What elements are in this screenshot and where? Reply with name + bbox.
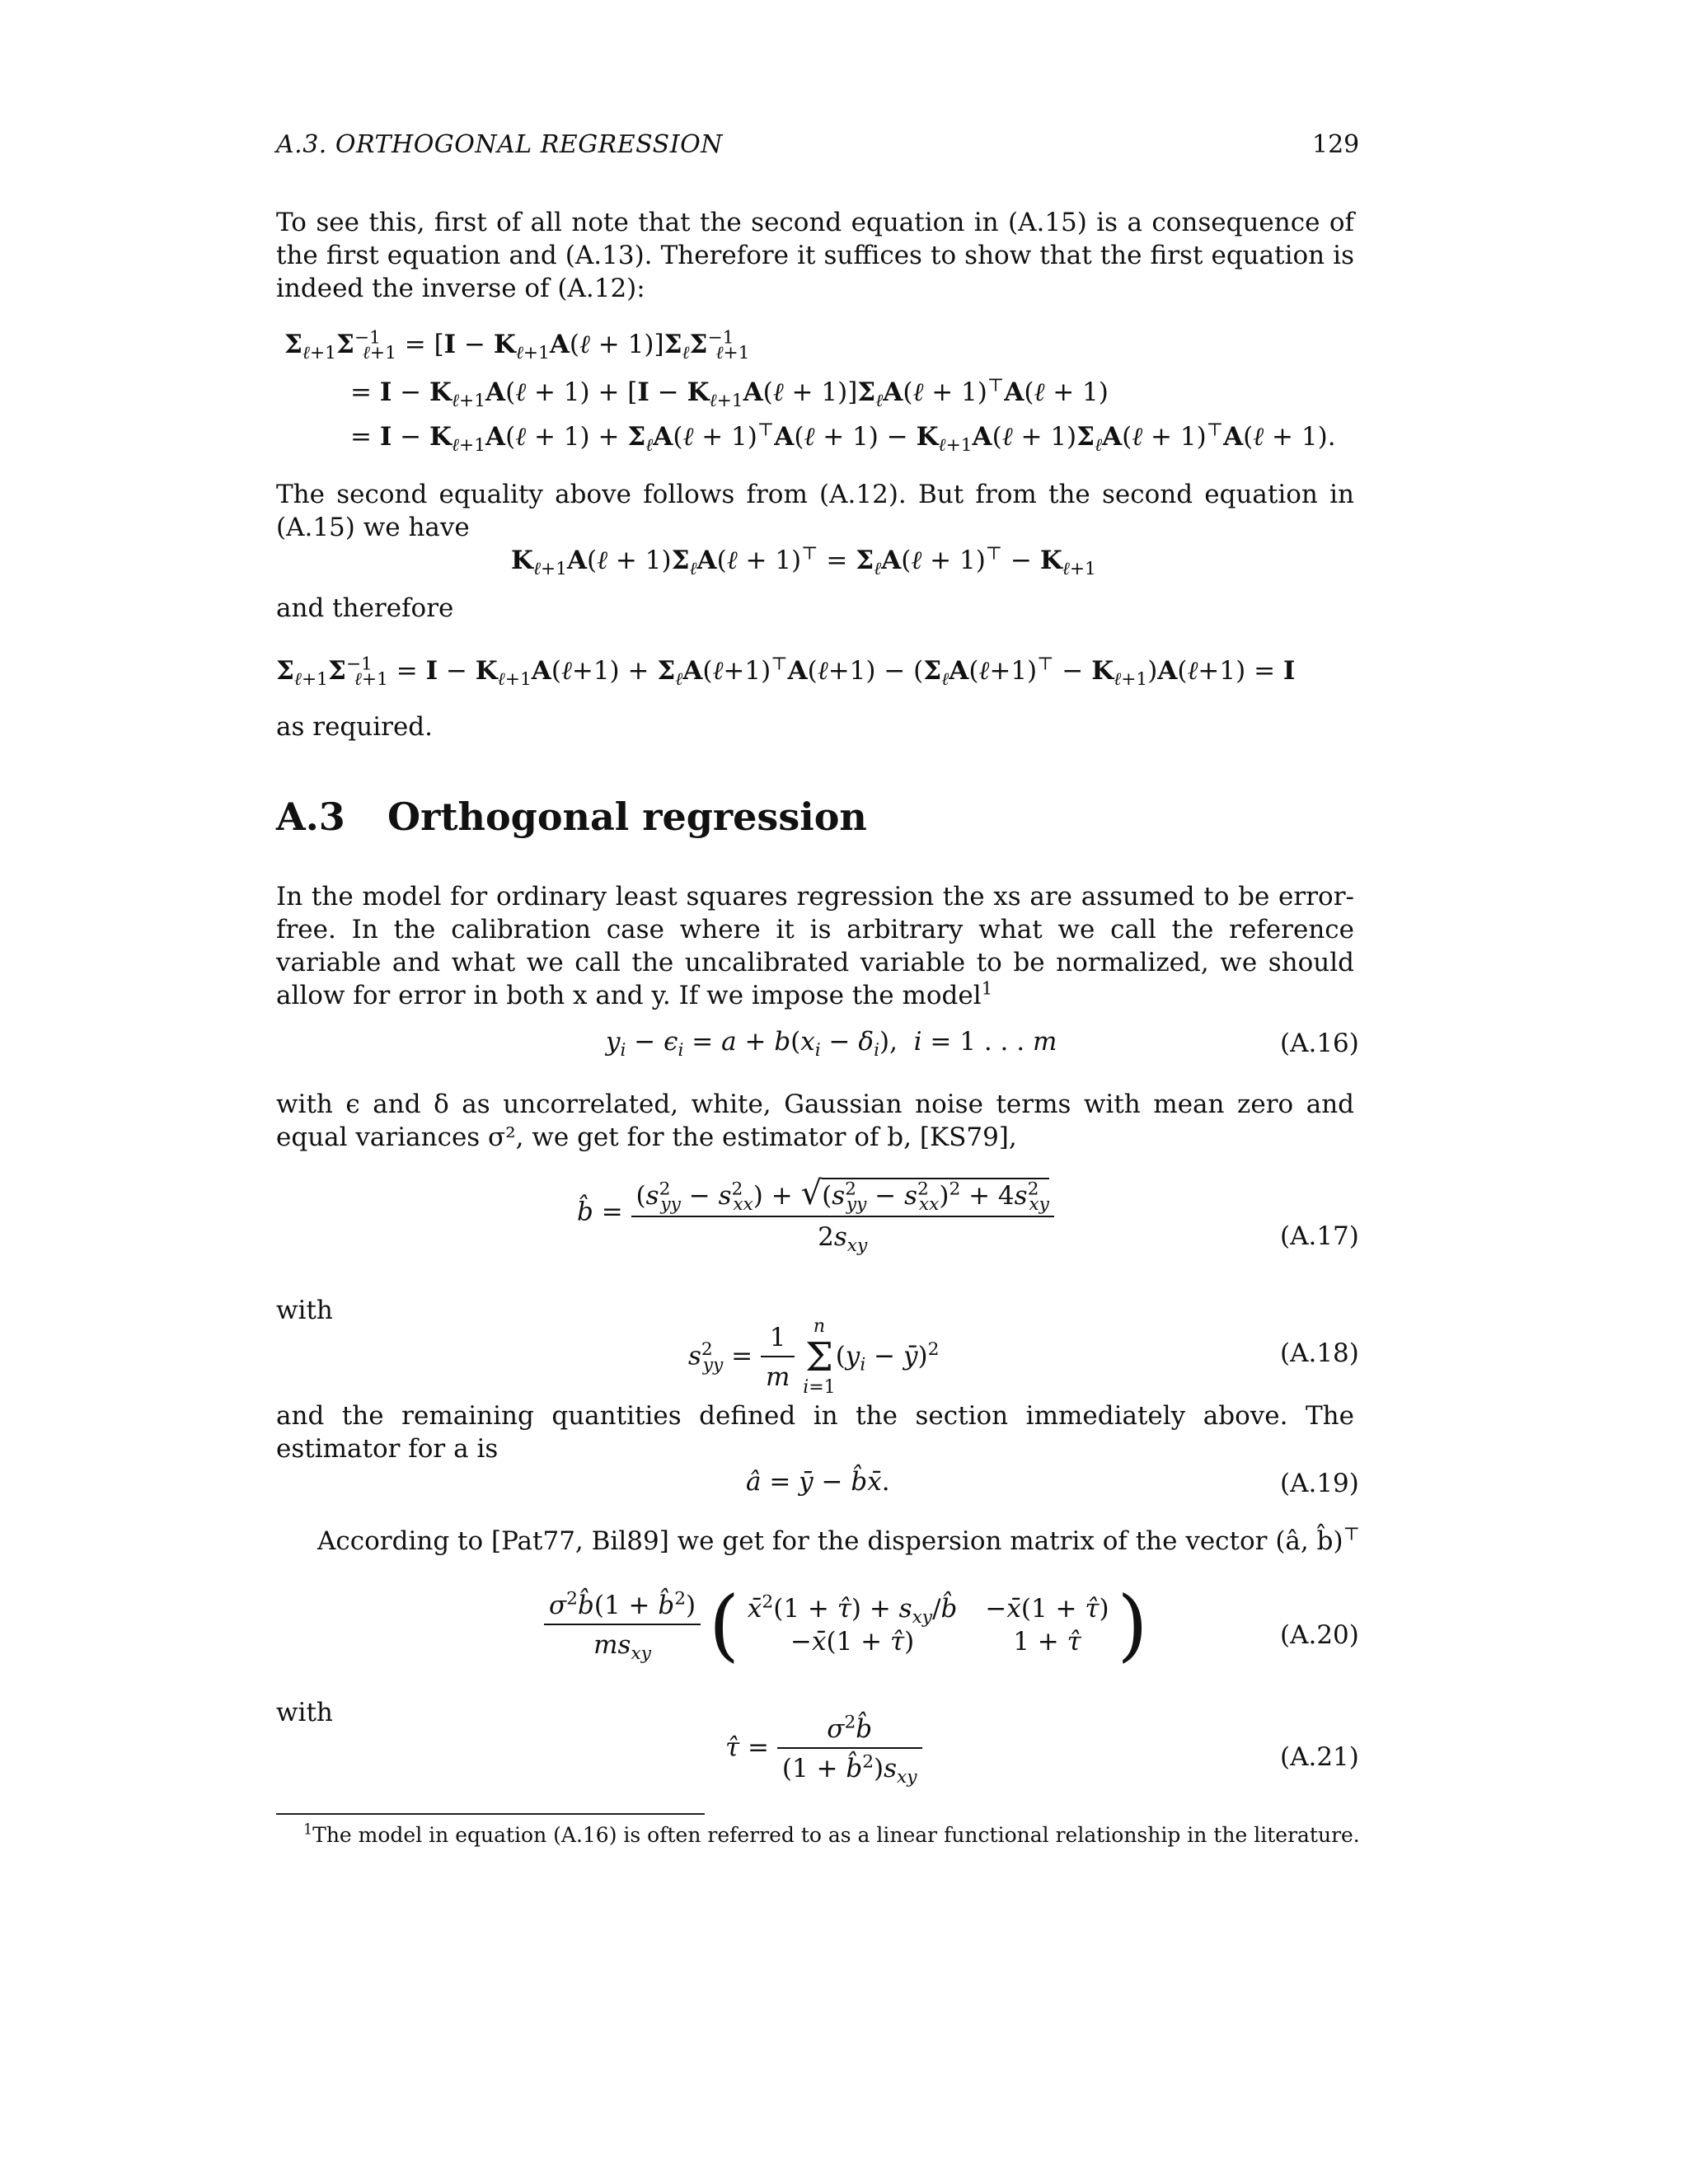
proof-equation-line-2: = $I - K_{\ell+1}A(\ell + 1) + [I$ − $K_{\ell+1}A(\ell$ + $1)]\Sigma_\ell A(\ell$ + 1)⊤A(ℓ + 1)	[350, 375, 1109, 412]
remaining-text: and the remaining quantities defined in the section immediately above. The estimator for a is	[276, 1401, 1354, 1464]
model-text: In the model for ordinary least squares regression the xs are assumed to be error-free. In the calibration case where it is arbitrary what we call the reference variable and what we call the uncalibrated variable to be normalized, we should allow for error in both x and y. If we impose the model	[276, 882, 1354, 1010]
final-equation: $\Sigma_{\ell+1}\Sigma^{-1}_{\ell+1} = I$ − $K_{\ell+1}A(\ell+1)$ + $\Sigma_\ell A(\ell+1)^⊤A(\ell+1)$ − ($\Sigma_\ell A(\ell+1)^⊤$ − $K_{\ell+1})A(\ell+1) = I$	[276, 654, 1296, 691]
as-required-text: as required.	[276, 712, 433, 742]
equation-number-a16: (A.16)	[1280, 1029, 1359, 1058]
equation-number-a21: (A.21)	[1280, 1742, 1359, 1772]
footnote-text: The model in equation (A.16) is often referred to as a linear functional relationship in the literature.	[312, 1823, 1360, 1847]
equation-a20: $\frac{\sigma^2b̂(1 + b̂^2)}{ms_{xy}}$ ( x̄$^2$(1 + τ̂) + $s_{xy}/b̂$ −x̄(1 + τ̂) −x̄(1 + τ̂) 1 + τ̂ )	[544, 1591, 1148, 1660]
model-paragraph	[276, 880, 1354, 1012]
equation-number-a19: (A.19)	[1280, 1469, 1359, 1498]
footnote-mark: 1	[303, 1821, 313, 1839]
k-equation: $K_{\ell+1}A(\ell$ + $1)\Sigma_\ell A(\ell + 1)^⊤$ = $\Sigma_\ell A(\ell + 1)^⊤ - K_{\ell+1}$	[511, 543, 1096, 580]
equation-a16: $y_i - \epsilon_i = a + b(x_i - \delta_i)$, i = 1 . . . m	[606, 1027, 1057, 1062]
noise-paragraph	[276, 1088, 1354, 1154]
remaining-paragraph	[276, 1399, 1354, 1465]
footnote	[303, 1823, 1360, 1847]
footnote-reference: 1	[981, 978, 993, 1000]
intro-paragraph	[276, 206, 1354, 305]
proof-equation-line-3: = $I - K_{\ell+1}A(\ell + 1)$ + $\Sigma_\ell A(\ell$ + 1)⊤A(ℓ + $1) - K_{\ell+1}A(\ell$ + $1)\Sigma_\ell A(\ell$ + 1)⊤A(ℓ + 1).	[350, 419, 1336, 457]
equation-a21: τ̂ = $\frac{\sigma^2b̂}{(1 + b̂^2)s_{xy}}$	[725, 1714, 922, 1783]
equation-number-a18: (A.18)	[1280, 1338, 1359, 1368]
equation-a18: $s^2_{yy}$ = $\frac{1}{m}$ n Σ i=1 ($y_i$ − ȳ)$^2$	[688, 1316, 940, 1398]
page-number: 129	[1312, 130, 1360, 159]
section-number: A.3	[276, 794, 345, 839]
equation-a19: â = ȳ − b̂x̄.	[746, 1467, 890, 1497]
equation-number-a17: (A.17)	[1280, 1221, 1359, 1251]
second-equality-paragraph	[276, 478, 1354, 544]
according-text: According to [Pat77, Bil89] we get for the dispersion matrix of the vector (â, b̂)	[317, 1526, 1343, 1556]
equation-a17: b̂ = $\frac{(s^2_{yy} - s^2_{xx}) + √(s^2_{yy} - s^2_{xx})^2 + 4s^2_{xy}}{2s_{xy}}$	[577, 1174, 1054, 1252]
running-header-title: A.3. ORTHOGONAL REGRESSION	[276, 130, 723, 159]
footnote-rule	[276, 1813, 705, 1815]
with-text-2: with	[276, 1698, 333, 1727]
equation-number-a20: (A.20)	[1280, 1620, 1359, 1650]
according-paragraph: According to [Pat77, Bil89] we get for the dispersion matrix of the vector (â, b̂)⊤	[317, 1524, 1360, 1556]
intro-text: To see this, first of all note that the second equation in (A.15) is a consequence of the first equation and (A.13). Therefore it suffices to show that the first equation is indeed the inverse of (A.12):	[276, 208, 1354, 303]
and-therefore-text: and therefore	[276, 593, 454, 623]
with-text-1: with	[276, 1296, 333, 1325]
second-equality-text: The second equality above follows from (A.12). But from the second equation in (A.15) we have	[276, 480, 1354, 542]
noise-text: with ϵ and δ as uncorrelated, white, Gaussian noise terms with mean zero and equal variances σ², we get for the estimator of b, [KS79],	[276, 1090, 1354, 1152]
section-title: Orthogonal regression	[387, 794, 867, 839]
proof-equation-line-1: $\Sigma_{\ell+1}\Sigma^{-1}_{\ell+1} = [I$ − $K_{\ell+1}A(\ell + 1)]\Sigma_\ell\Sigma^{-1}_{\ell+1}$	[284, 327, 750, 364]
